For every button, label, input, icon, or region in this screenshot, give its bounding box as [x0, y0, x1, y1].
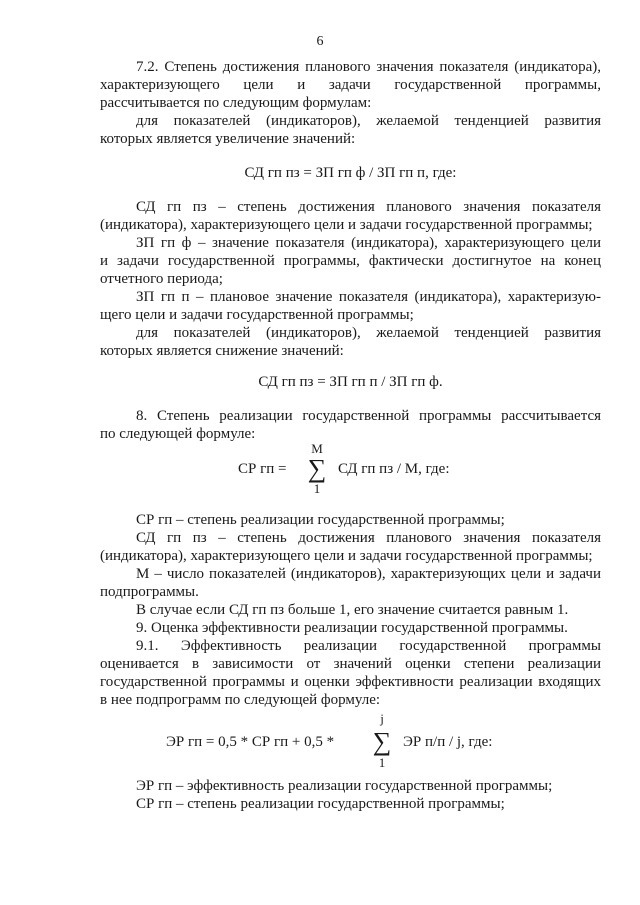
- formula-sr-left: СР гп =: [238, 461, 287, 477]
- s72-line-2: характеризующего цели и задачи государственной программы,: [100, 77, 601, 93]
- s9-para-line-1: 9.1. Эффективность реализации государственной программы: [136, 638, 601, 654]
- formula-er-left: ЭР гп = 0,5 * СР гп + 0,5 *: [166, 734, 335, 750]
- rule-sd-cap: В случае если СД гп пз больше 1, его значение считается равным 1.: [136, 602, 569, 618]
- def-zpp-line-1: ЗП гп п – плановое значение показателя (индикатора), характеризую-: [136, 289, 601, 305]
- s8-line-2: по следующей формуле:: [100, 426, 256, 442]
- s72-increase-line-2: которых является увеличение значений:: [100, 131, 356, 147]
- def-er: ЭР гп – эффективность реализации государственной программы;: [136, 778, 553, 794]
- sum-lower-limit: 1: [313, 481, 321, 496]
- s9-para-line-4: в нее подпрограмм по следующей формуле:: [100, 692, 381, 708]
- sum-symbol: ∑: [307, 454, 327, 483]
- def-sd-line-2: (индикатора), характеризующего цели и задачи государственной программы;: [100, 217, 593, 233]
- s72-line-1: 7.2. Степень достижения планового значения показателя (индикатора),: [136, 59, 601, 75]
- def-sr: СР гп – степень реализации государственной программы;: [136, 512, 505, 528]
- def-sr-2: СР гп – степень реализации государственной программы;: [136, 796, 505, 812]
- formula-sd-increase: СД гп пз = ЗП гп ф / ЗП гп п, где:: [244, 165, 457, 181]
- page-number: 6: [316, 34, 324, 49]
- s9-title: 9. Оценка эффективности реализации государственной программы.: [136, 620, 568, 636]
- def-m-line-1: M – число показателей (индикаторов), характеризующих цели и задачи: [136, 566, 601, 582]
- sum-upper-limit: M: [311, 441, 323, 456]
- def-zpf-line-2: и задачи государственной программы, фактически достигнутое на конец: [100, 253, 601, 269]
- s9-para-line-3: государственной программы и оценки эффективности реализации входящих: [100, 674, 601, 690]
- s72-decrease-line-1: для показателей (индикаторов), желаемой тенденцией развития: [136, 325, 601, 341]
- s72-increase-line-1: для показателей (индикаторов), желаемой тенденцией развития: [136, 113, 601, 129]
- def-zpf-line-3: отчетного периода;: [100, 271, 223, 287]
- sum-symbol: ∑: [372, 727, 392, 756]
- sum-lower-limit: 1: [378, 755, 386, 770]
- formula-sr-right: СД гп пз / M, где:: [338, 461, 450, 477]
- def-sd2-line-2: (индикатора), характеризующего цели и задачи государственной программы;: [100, 548, 593, 564]
- s72-line-3: рассчитывается по следующим формулам:: [100, 95, 372, 111]
- s9-para-line-2: оценивается в зависимости от значений оценки степени реализации: [100, 656, 601, 672]
- sum-upper-limit: j: [380, 711, 384, 726]
- s72-decrease-line-2: которых является снижение значений:: [100, 343, 344, 359]
- def-zpf-line-1: ЗП гп ф – значение показателя (индикатора), характеризующего цели: [136, 235, 601, 251]
- s8-line-1: 8. Степень реализации государственной программы рассчитывается: [136, 408, 601, 424]
- formula-er-right: ЭР п/п / j, где:: [403, 734, 493, 750]
- def-sd-line-1: СД гп пз – степень достижения планового значения показателя: [136, 199, 601, 215]
- def-zpp-line-2: щего цели и задачи государственной программы;: [100, 307, 414, 323]
- def-sd2-line-1: СД гп пз – степень достижения планового значения показателя: [136, 530, 601, 546]
- formula-sd-decrease: СД гп пз = ЗП гп п / ЗП гп ф.: [258, 374, 443, 390]
- def-m-line-2: подпрограммы.: [100, 584, 199, 600]
